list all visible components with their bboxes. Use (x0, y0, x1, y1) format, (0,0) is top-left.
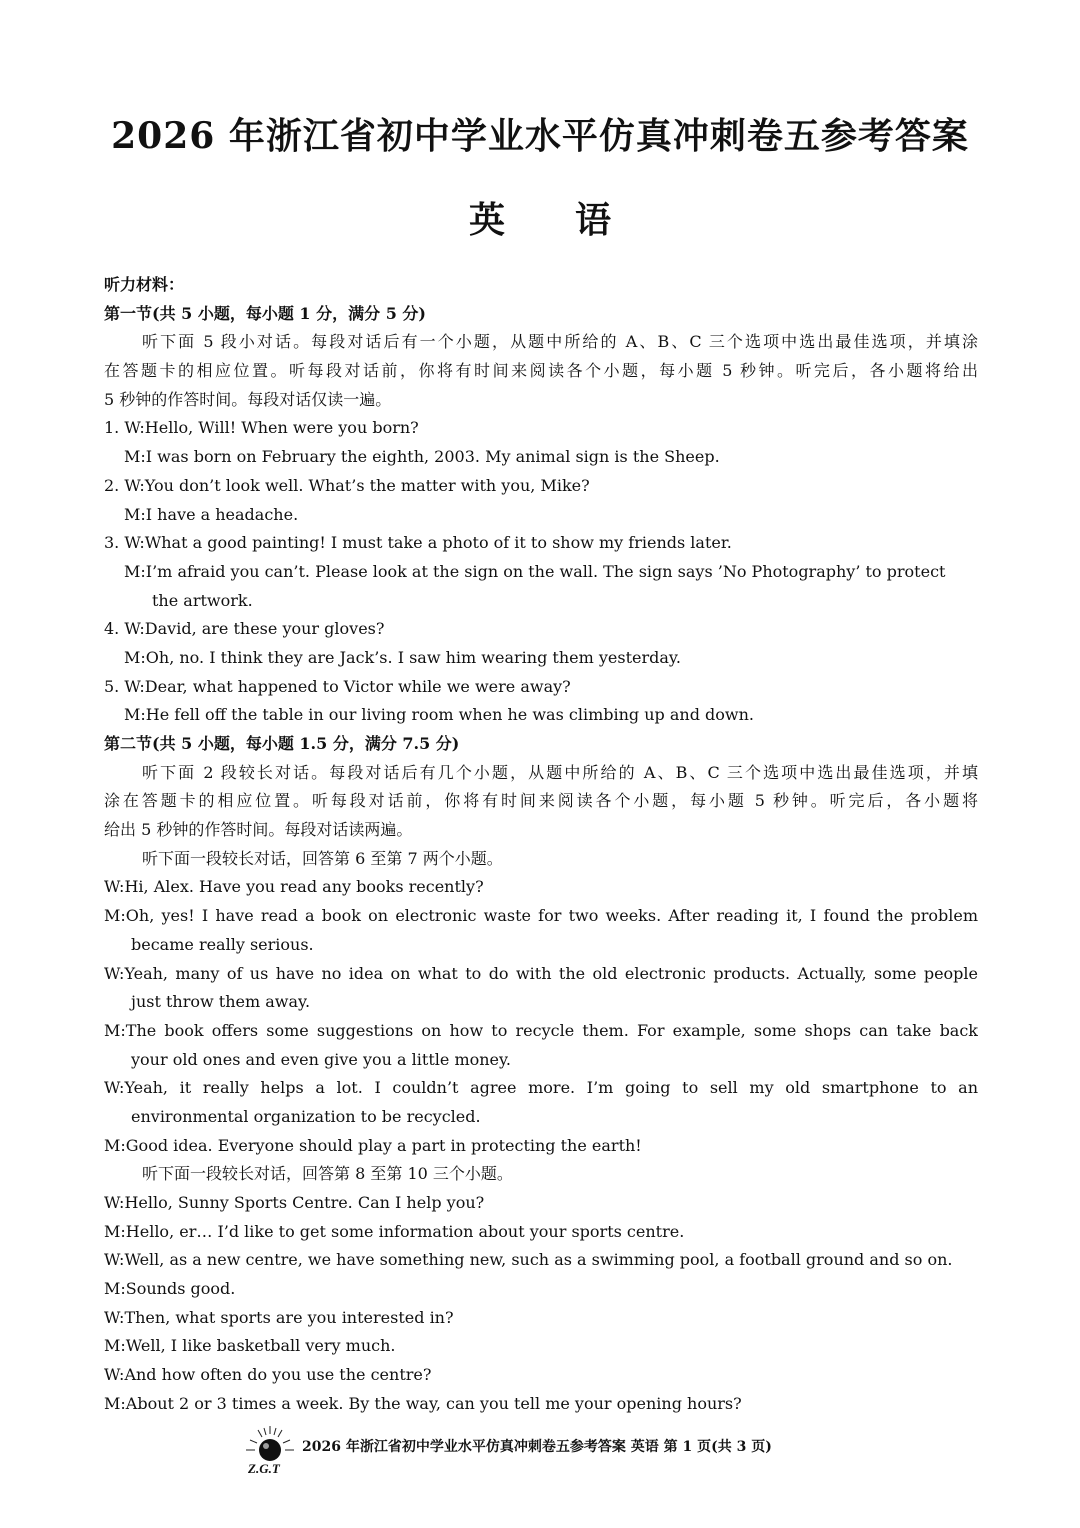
text-line: 第一节(共 5 小题，每小题 1 分，满分 5 分) (104, 303, 426, 323)
text-line: M:Hello, er… I’d like to get some information about your sports centre. (104, 1221, 685, 1241)
page-title: 2026 年浙江省初中学业水平仿真冲刺卷五参考答案 (111, 115, 969, 157)
footer-page-info: 2026 年浙江省初中学业水平仿真冲刺卷五参考答案 英语 第 1 页(共 3 页) (302, 1439, 772, 1455)
subject-heading: 英语 (468, 199, 681, 241)
text-line: M:I have a headache. (124, 504, 299, 524)
text-line: your old ones and even give you a little money. (131, 1049, 512, 1069)
document-body (104, 271, 978, 1419)
text-line: W:Well, as a new centre, we have something new, such as a swimming pool, a football ground and so on. (104, 1250, 953, 1270)
text-line: W:Then, what sports are you interested in? (104, 1307, 454, 1327)
logo-text: Z.G.T (248, 1461, 280, 1476)
text-line: M:I was born on February the eighth, 2003. My animal sign is the Sheep. (124, 447, 720, 467)
text-line: 听下面 2 段较长对话。每段对话后有几个小题，从题中所给的 A、B、C 三个选项中选出最佳选项，并填 (142, 762, 978, 782)
text-line: 在答题卡的相应位置。听每段对话前，你将有时间来阅读各个小题，每小题 5 秒钟。听完后，各小题将给出 (104, 361, 978, 381)
text-line: 涂在答题卡的相应位置。听每段对话前，你将有时间来阅读各个小题，每小题 5 秒钟。听完后，各小题将 (104, 791, 978, 811)
text-line: 听下面一段较长对话，回答第 8 至第 10 三个小题。 (142, 1164, 513, 1184)
text-line: 5 秒钟的作答时间。每段对话仅读一遍。 (104, 389, 392, 409)
text-line: the artwork. (152, 590, 253, 610)
text-line: 听力材料： (104, 275, 185, 294)
text-line: 1. W:Hello, Will! When were you born? (104, 418, 419, 438)
text-line: 3. W:What a good painting! I must take a photo of it to show my friends later. (104, 533, 732, 553)
text-line: M:Oh, yes! I have read a book on electronic waste for two weeks. After reading it, I found the problem (104, 906, 978, 926)
text-line: M:Well, I like basketball very much. (104, 1336, 396, 1356)
text-line: 5. W:Dear, what happened to Victor while we were away? (104, 676, 571, 696)
text-line: W:Yeah, it really helps a lot. I couldn’t agree more. I’m going to sell my old smartphone to an (104, 1078, 978, 1098)
text-line: became really serious. (131, 934, 314, 954)
publisher-logo (242, 1420, 304, 1476)
text-line: M:He fell off the table in our living room when he was climbing up and down. (124, 705, 754, 725)
text-line: W:Hello, Sunny Sports Centre. Can I help you? (104, 1193, 485, 1212)
text-line: just throw them away. (131, 992, 311, 1012)
text-line: M:About 2 or 3 times a week. By the way, can you tell me your opening hours? (104, 1393, 742, 1413)
text-line: W:Hi, Alex. Have you read any books recently? (104, 877, 484, 897)
text-line: 听下面一段较长对话，回答第 6 至第 7 两个小题。 (142, 848, 503, 868)
text-line: M:I’m afraid you can’t. Please look at the sign on the wall. The sign says ’No Photography’ to protect (124, 561, 946, 581)
text-line: W:And how often do you use the centre? (104, 1365, 432, 1385)
text-line: 第二节(共 5 小题，每小题 1.5 分，满分 7.5 分) (104, 734, 460, 753)
text-line: 听下面 5 段小对话。每段对话后有一个小题，从题中所给的 A、B、C 三个选项中选出最佳选项，并填涂 (142, 332, 978, 352)
text-line: W:Yeah, many of us have no idea on what to do with the old electronic products. Actually, some people (104, 963, 978, 983)
text-line: M:Oh, no. I think they are Jack’s. I saw him wearing them yesterday. (124, 647, 681, 667)
text-line: 2. W:You don’t look well. What’s the matter with you, Mike? (104, 475, 590, 495)
text-line: environmental organization to be recycled. (131, 1106, 481, 1126)
text-line: M:Sounds good. (104, 1279, 236, 1299)
text-line: 4. W:David, are these your gloves? (104, 619, 385, 639)
text-line: M:Good idea. Everyone should play a part in protecting the earth! (104, 1135, 642, 1155)
text-line: 给出 5 秒钟的作答时间。每段对话读两遍。 (104, 820, 413, 840)
page-footer (0, 1418, 1080, 1478)
text-line: M:The book offers some suggestions on how to recycle them. For example, some shops can take back (104, 1020, 978, 1040)
